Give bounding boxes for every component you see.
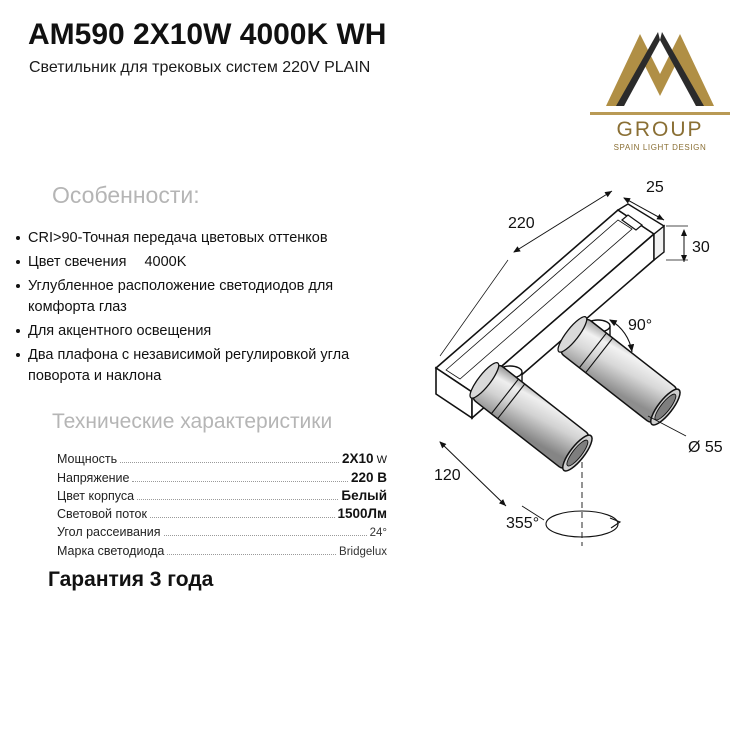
list-item — [12, 276, 392, 318]
page-title: AM590 2X10W 4000K WH — [28, 18, 387, 51]
list-item — [12, 345, 392, 387]
spec-leader — [132, 471, 347, 482]
warranty-text: Гарантия 3 года — [48, 568, 214, 591]
list-item — [12, 321, 392, 342]
spec-leader — [120, 452, 339, 463]
spec-value: 2X10 W — [342, 451, 387, 466]
table-row — [57, 450, 387, 469]
features-list — [12, 228, 392, 390]
spec-label: Цвет корпуса — [57, 489, 135, 503]
spec-value: Bridgelux — [339, 546, 387, 558]
table-row — [57, 487, 387, 505]
table-row — [57, 523, 387, 542]
spec-value: 220 В — [350, 470, 387, 485]
page-subtitle: Светильник для трековых систем 220V PLAIN — [29, 59, 371, 76]
spec-label: Марка светодиода — [57, 544, 165, 558]
spot-head-rear — [554, 313, 684, 428]
spec-leader — [137, 489, 338, 500]
feature-text: Цвет свечения — [28, 254, 127, 270]
list-item — [12, 228, 392, 249]
feature-text: Два плафона с независимой регулировкой угла поворота и наклона — [28, 347, 350, 384]
specs-table — [57, 450, 387, 561]
dim-spot-length-label: 120 — [434, 467, 461, 484]
dim-depth-label: 25 — [646, 180, 664, 196]
spec-label: Угол рассеивания — [57, 525, 161, 539]
dim-height-label: 30 — [692, 239, 710, 256]
logo-group-text: GROUP — [616, 118, 704, 141]
spec-value: 24° — [369, 527, 387, 539]
spec-label: Напряжение — [57, 471, 130, 485]
feature-value: 4000K — [144, 254, 187, 270]
drawing-svg — [396, 180, 746, 580]
spec-label: Световой поток — [57, 507, 147, 521]
feature-text: Для акцентного освещения — [28, 323, 212, 339]
brand-logo — [590, 30, 730, 162]
dim-diameter-label: Ø 55 — [688, 439, 723, 456]
spec-value: 1500Лм — [337, 506, 387, 521]
feature-text: Углубленное расположение светодиодов для комфорта глаз — [28, 278, 334, 315]
spec-label: Мощность — [57, 452, 118, 466]
spec-leader — [167, 544, 336, 555]
spec-leader — [150, 507, 335, 518]
list-item — [12, 252, 392, 273]
table-row — [57, 469, 387, 487]
spec-value: Белый — [341, 488, 387, 503]
table-row — [57, 542, 387, 561]
feature-text: CRI>90-Точная передача цветовых оттенков — [28, 230, 328, 246]
product-technical-drawing — [396, 180, 746, 580]
table-row — [57, 505, 387, 523]
features-heading: Особенности: — [52, 182, 200, 208]
spot-head-front — [466, 359, 596, 474]
dim-tilt-label: 90° — [628, 317, 653, 334]
logo-tagline-text: SPAIN LIGHT DESIGN — [613, 143, 707, 152]
specs-heading: Технические характеристики — [52, 410, 333, 433]
logo-divider — [590, 112, 730, 115]
logo-monogram-icon — [600, 30, 720, 106]
dim-length-label: 220 — [508, 215, 535, 232]
spec-leader — [164, 525, 367, 536]
dim-rotation-label: 355° — [506, 515, 540, 532]
